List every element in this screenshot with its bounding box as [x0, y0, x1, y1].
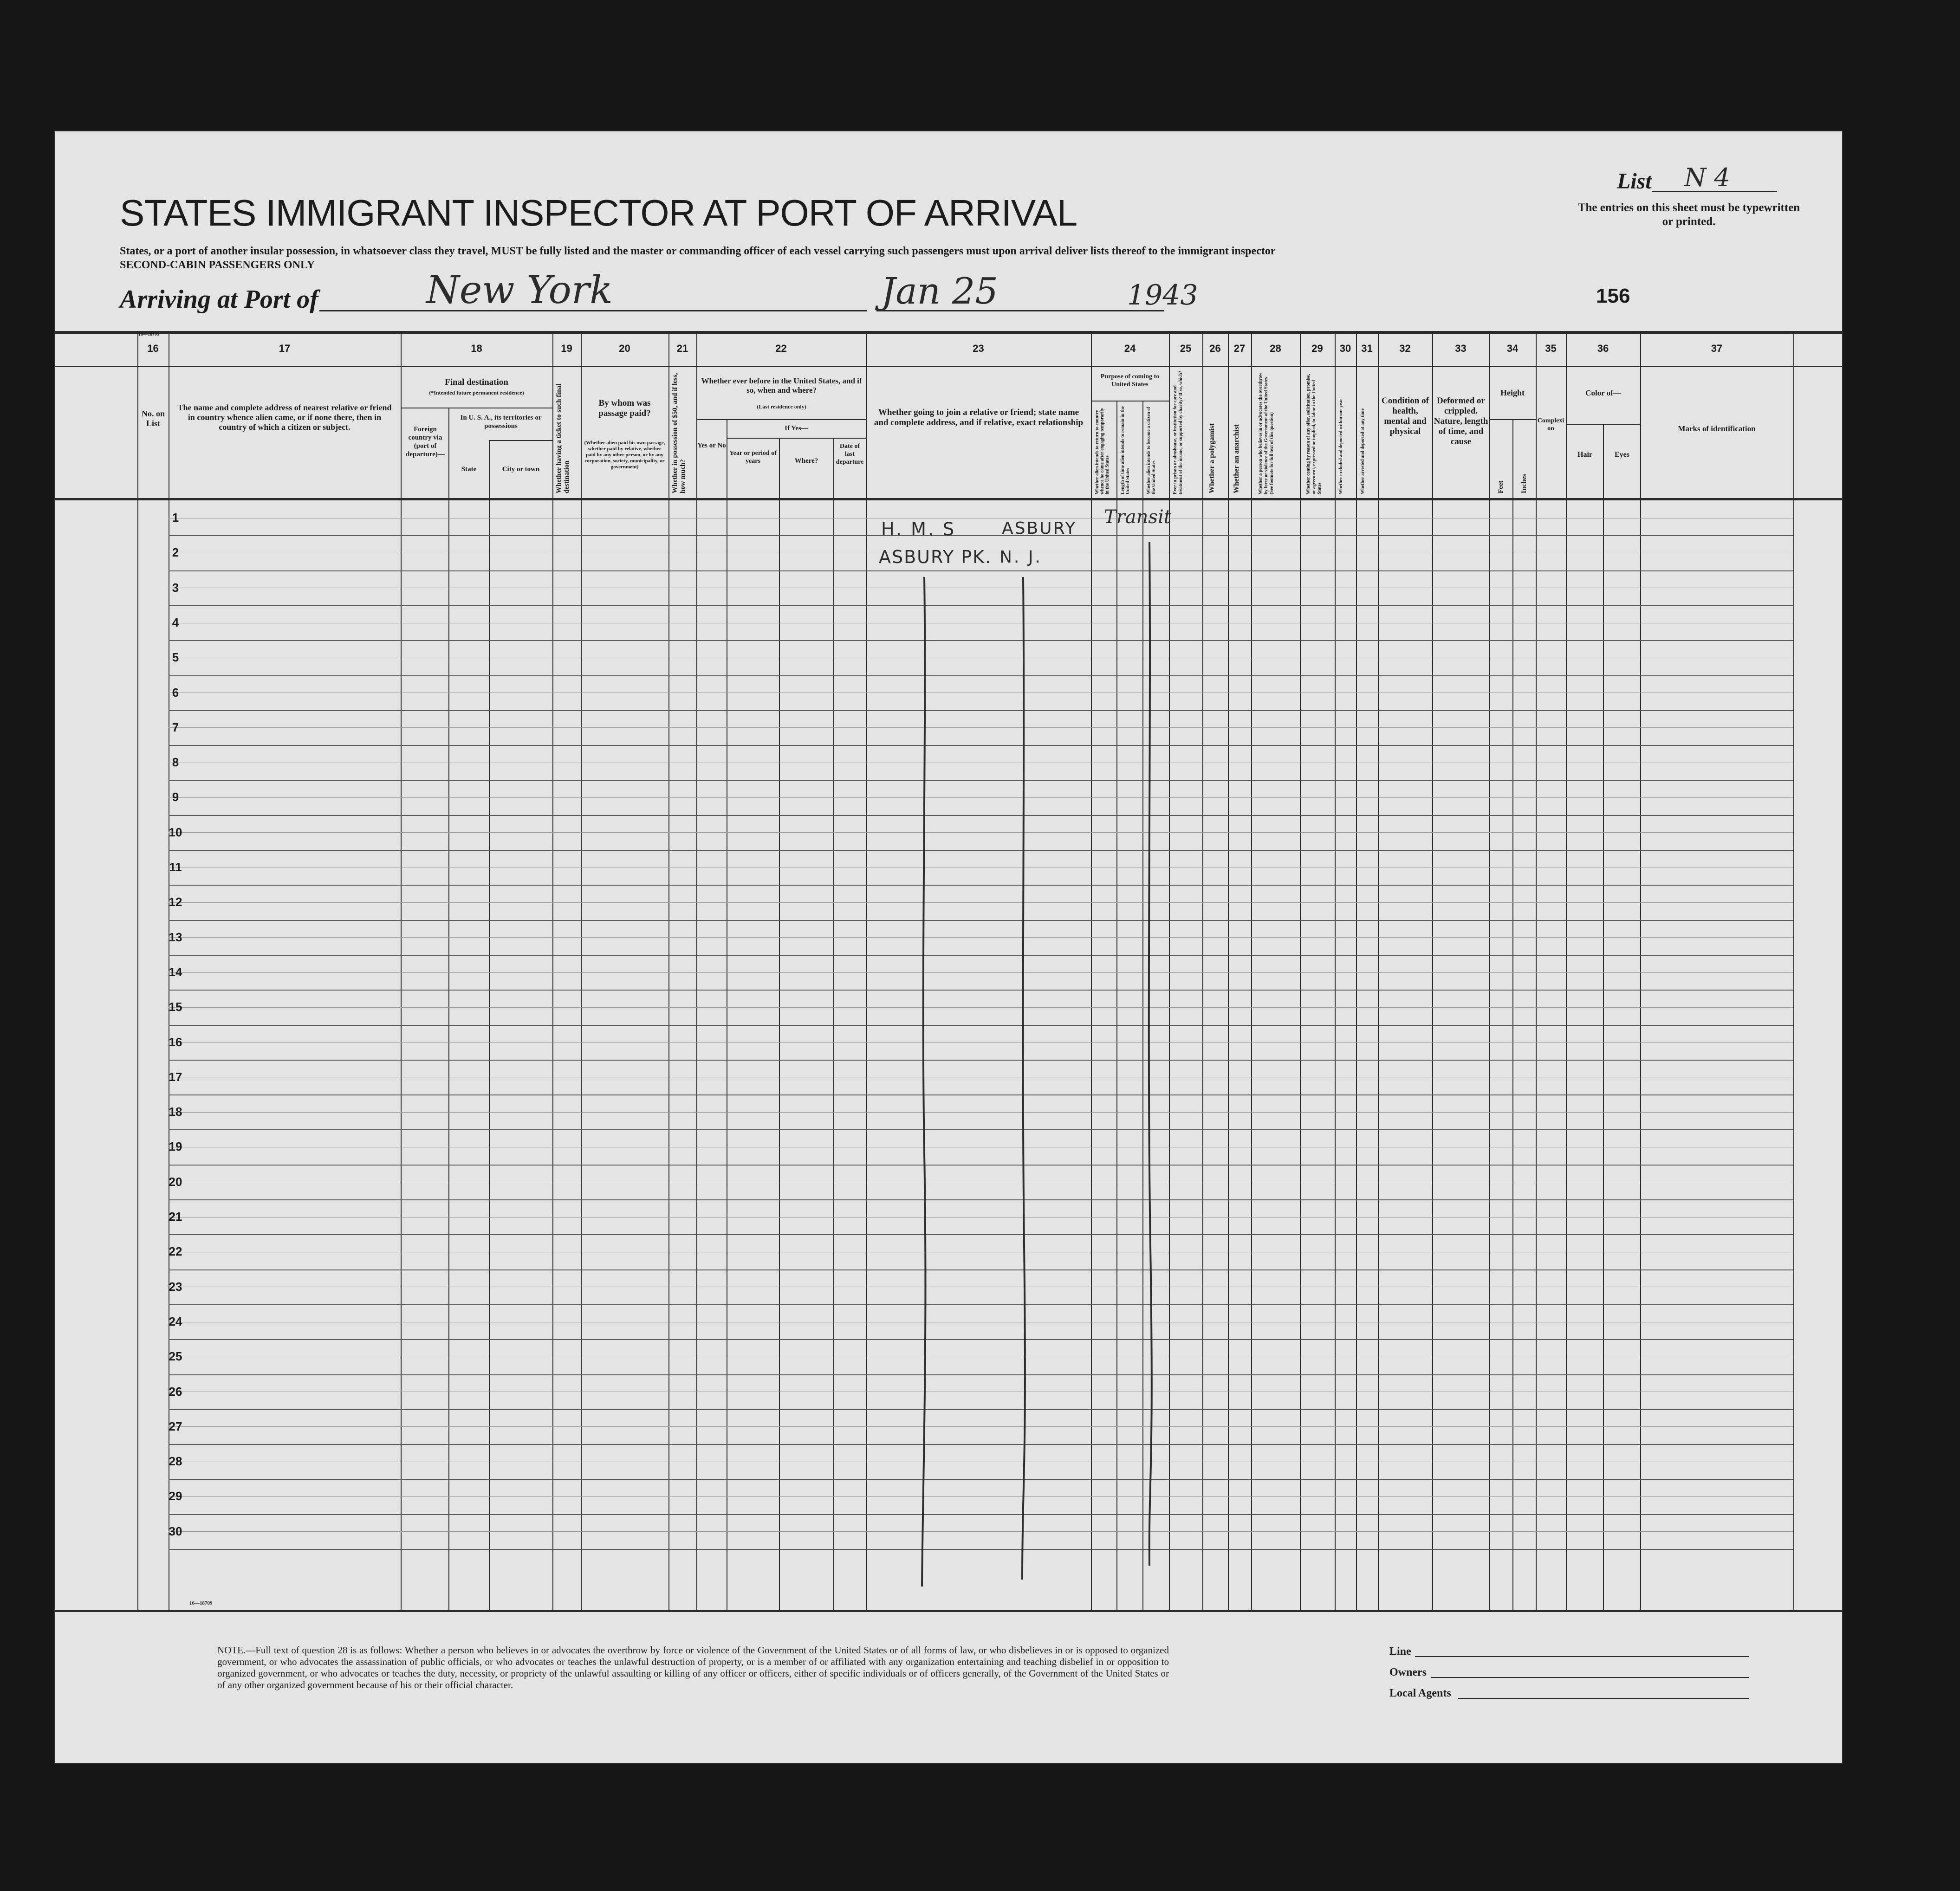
- row-number: 24: [169, 1315, 182, 1328]
- header-color-of: Color of—: [1585, 389, 1621, 397]
- header-marks: Marks of identification: [1678, 424, 1756, 433]
- page-number: 156: [1596, 285, 1630, 307]
- year-value: 1943: [1127, 279, 1198, 311]
- column-number: 16: [147, 343, 159, 354]
- port-value: New York: [426, 268, 613, 312]
- header-passage-paid-note: (Whether alien paid his own passage, whether paid by relative, whether paid by any other person, or by any corporation, society, municipality, or government): [584, 440, 665, 470]
- row-number: 14: [169, 965, 182, 979]
- header-arrested: Whether arrested and deported at any time: [1360, 408, 1365, 494]
- header-no-on-list: No. on List: [141, 409, 165, 428]
- row-number: 30: [169, 1524, 182, 1538]
- column-number: 30: [1339, 343, 1351, 354]
- date-value: Jan 25: [881, 271, 999, 312]
- header-health: Condition of health, mental and physical: [1382, 396, 1429, 436]
- header-prison: Ever in prison or almshouse, or institution for care and treatment of the insane, or supported by charity? If so, which?: [1173, 370, 1183, 494]
- header-year-period: Year or period of years: [729, 450, 777, 465]
- row-number: 3: [172, 581, 179, 595]
- header-complexion: Complexion: [1537, 417, 1564, 432]
- entry-row2-state: N. J.: [999, 548, 1042, 567]
- row-number: 21: [169, 1210, 182, 1224]
- row-number: 18: [169, 1105, 182, 1119]
- column-number: 36: [1597, 343, 1609, 354]
- header-anarchist: Whether an anarchist: [1233, 424, 1240, 493]
- header-feet: Feet: [1497, 480, 1505, 493]
- column-number: 21: [676, 343, 688, 354]
- column-number: 25: [1180, 343, 1192, 354]
- column-number: 28: [1270, 343, 1281, 354]
- row-number: 6: [172, 686, 179, 699]
- form-code: 16—18709: [138, 332, 159, 337]
- header-ticket: Whether having a ticket to such final destination: [555, 383, 571, 493]
- header-hair: Hair: [1577, 451, 1592, 459]
- owners-underline: [1431, 1677, 1749, 1678]
- header-passage-paid: By whom was passage paid?: [598, 398, 651, 418]
- arriving-label: Arriving at Port of: [120, 285, 318, 314]
- line-underline: [1415, 1656, 1749, 1657]
- column-number: 37: [1711, 343, 1723, 354]
- column-number: 35: [1545, 343, 1557, 354]
- header-if-yes: If Yes—: [785, 425, 808, 432]
- row-number: 15: [169, 1000, 182, 1014]
- list-label: List: [1617, 169, 1652, 194]
- column-number: 17: [279, 343, 291, 354]
- row-number: 23: [169, 1280, 182, 1294]
- header-ever-before: Whether ever before in the United States, and if so, when and where?: [701, 376, 862, 395]
- row-number: 13: [169, 930, 182, 944]
- row-number: 22: [169, 1244, 182, 1258]
- form-code-bottom: 16—18709: [189, 1600, 213, 1606]
- row-number: 17: [169, 1070, 182, 1084]
- column-number: 19: [561, 343, 572, 354]
- column-number: 20: [619, 343, 630, 354]
- header-yes-no: Yes or No: [697, 442, 726, 449]
- entry-row1-relationship: H. M. S: [881, 519, 956, 539]
- row-number: 2: [172, 545, 179, 559]
- column-number: 31: [1361, 343, 1373, 354]
- header-in-usa: In U. S. A., its territories or possessions: [460, 414, 542, 430]
- row-number: 10: [169, 825, 182, 839]
- header-state: State: [461, 466, 477, 473]
- row-number: 8: [172, 755, 179, 769]
- row-number: 20: [169, 1175, 182, 1189]
- row-number: 27: [169, 1419, 182, 1433]
- header-polygamist: Whether a polygamist: [1208, 423, 1216, 493]
- row-number: 5: [172, 650, 179, 664]
- ditto-marks: [55, 131, 1842, 1763]
- class-line: SECOND-CABIN PASSENGERS ONLY: [120, 259, 315, 271]
- row-number: 28: [169, 1454, 182, 1468]
- header-height: Height: [1500, 388, 1525, 397]
- entry-row1-purpose: Transit: [1104, 506, 1171, 528]
- ditto-line: [1149, 542, 1152, 1566]
- column-number: 33: [1455, 343, 1467, 354]
- row-number: 29: [169, 1489, 182, 1503]
- header-city: City or town: [502, 466, 540, 473]
- row-number: 1: [172, 511, 179, 525]
- ditto-line: [1022, 577, 1025, 1580]
- form-subtitle: States, or a port of another insular possession, in whatsoever class they travel, MUST be fully listed and the master or commanding officer of each vessel carrying such passengers must upon arrival deliver lists thereof to the immigrant inspector: [120, 245, 1276, 257]
- local-agents-label: Local Agents: [1389, 1687, 1451, 1699]
- header-ever-before-note: (Last residence only): [757, 403, 806, 410]
- row-number: 25: [169, 1349, 182, 1363]
- header-become-citizen: Whether alien intends to become a citizen of the United States: [1146, 407, 1156, 494]
- row-number: 12: [169, 895, 182, 909]
- entry-row1-location: ASBURY: [1002, 519, 1077, 538]
- column-number: 32: [1399, 343, 1411, 354]
- header-excluded: Whether excluded and deported within one year: [1338, 399, 1343, 494]
- header-where: Where?: [794, 457, 818, 465]
- column-number: 23: [973, 343, 984, 354]
- ditto-line: [922, 577, 925, 1587]
- column-number: 22: [775, 343, 787, 354]
- manifest-sheet: [55, 131, 1842, 1763]
- column-number: 26: [1209, 343, 1221, 354]
- row-number: 19: [169, 1140, 182, 1153]
- column-number: 34: [1506, 343, 1519, 354]
- row-number: 7: [172, 720, 179, 734]
- line-label: Line: [1389, 1645, 1411, 1658]
- header-coming-labor: Whether coming by reason of any offer, solicitation, promise, or agreement, expressed or implied, to labor in the United States: [1306, 374, 1322, 494]
- footnote: NOTE.—Full text of question 28 is as follows: Whether a person who believes in or advocates the overthrow by force or violence of the Government of the United States or of all forms of law, or who disbelieves in or is opposed to organized government, or who advocates the assassination of public officials, or who advocates or teaches the unlawful destruction of property, or is a member of or affiliated with any organization entertaining and teaching disbelief in or opposition to organized government, or who advocates or teaches the duty, necessity, or propriety of the unlawful assaulting or killing of any officer or officers, either of specific individuals or of officers generally, of the Government of the United States or of any other organized government because of his or their official character.: [217, 1645, 1169, 1690]
- header-final-destination-note: (*Intended future permanent residence): [429, 389, 524, 396]
- column-number: 18: [471, 343, 482, 354]
- header-deformed: Deformed or crippled. Nature, length of time, and cause: [1434, 396, 1488, 447]
- header-eyes: Eyes: [1615, 451, 1629, 459]
- owners-label: Owners: [1389, 1666, 1427, 1678]
- row-number: 4: [172, 615, 179, 629]
- row-number: 16: [169, 1035, 182, 1049]
- column-number: 27: [1233, 343, 1246, 354]
- agents-underline: [1458, 1698, 1749, 1699]
- list-number: N 4: [1684, 163, 1730, 192]
- header-nearest-relative: The name and complete address of nearest relative or friend in country whence alien came, or if none there, then in country of which a citizen or subject.: [177, 403, 392, 432]
- header-final-destination: Final destination: [445, 377, 508, 387]
- header-inches: Inches: [1520, 474, 1528, 493]
- form-title: STATES IMMIGRANT INSPECTOR AT PORT OF ARRIVAL: [120, 192, 1077, 233]
- header-date-departure: Date of last departure: [836, 443, 864, 466]
- header-intends-return: Whether alien intends to return to country whence he came after engaging temporarily in the United States: [1095, 408, 1110, 494]
- header-foreign-country: Foreign country via (port of departure)—: [406, 426, 445, 458]
- column-number: 24: [1124, 343, 1136, 354]
- entry-row2-town: ASBURY PK.: [879, 547, 992, 567]
- column-number: 29: [1311, 343, 1323, 354]
- header-length-of-time: Length of time alien intends to remain in the United States: [1120, 406, 1130, 494]
- header-overthrow: Whether a person who believes in or advocates the overthrow by force or violence of the Government of the United States (See footnote for full text of this question): [1258, 373, 1274, 494]
- row-number: 11: [169, 860, 182, 874]
- header-purpose: Purpose of coming to United States: [1100, 373, 1160, 388]
- header-fifty-dollars: Whether in possession of $50, and if less, how much?: [671, 373, 687, 493]
- row-number: 26: [169, 1385, 182, 1399]
- header-going-to-join: Whether going to join a relative or friend; state name and complete address, and if relative, exact relationship: [874, 408, 1084, 427]
- instructions: The entries on this sheet must be typewritten or printed.: [1577, 201, 1800, 228]
- row-number: 9: [172, 790, 179, 804]
